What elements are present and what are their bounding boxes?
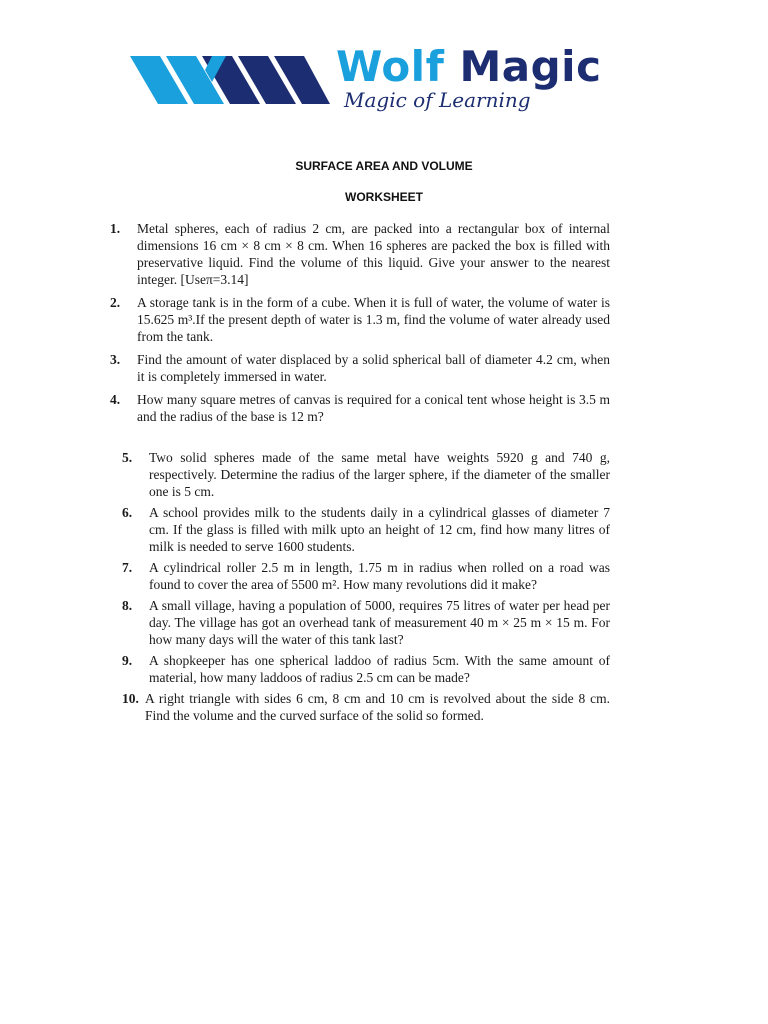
question-number: 5. bbox=[122, 450, 133, 465]
question-list bbox=[110, 220, 610, 728]
question-item bbox=[122, 449, 610, 500]
brand-logo bbox=[130, 42, 650, 118]
brand-name bbox=[336, 42, 601, 91]
question-text: How many square metres of canvas is required for a conical tent whose height is 3.5 m and the radius of the base is 12 m? bbox=[137, 392, 610, 424]
question-item bbox=[122, 652, 610, 686]
question-item bbox=[122, 504, 610, 555]
question-item bbox=[110, 294, 610, 345]
question-text: A shopkeeper has one spherical laddoo of radius 5cm. With the same amount of material, how many laddoos of radius 2.5 cm can be made? bbox=[149, 653, 610, 685]
wolf-magic-logo-icon bbox=[130, 54, 330, 106]
question-text: A small village, having a population of 5000, requires 75 litres of water per head per day. The village has got an overhead tank of measurement 40 m × 25 m × 15 m. For how many days will the water of this tank last? bbox=[149, 598, 610, 647]
brand-tagline: Magic of Learning bbox=[344, 88, 531, 112]
question-number: 2. bbox=[110, 295, 121, 310]
question-text: A school provides milk to the students daily in a cylindrical glasses of diameter 7 cm. If the glass is filled with milk upto an height of 12 cm, find how many litres of milk is needed to serve 1600 students. bbox=[149, 505, 610, 554]
question-text: Metal spheres, each of radius 2 cm, are packed into a rectangular box of internal dimensions 16 cm × 8 cm × 8 cm. When 16 spheres are packed the box is filled with preservative liquid. Find the volume of this liquid. Give your answer to the nearest integer. [Useπ=3.14] bbox=[137, 221, 610, 287]
question-item bbox=[110, 220, 610, 288]
question-item bbox=[122, 690, 610, 724]
question-number: 4. bbox=[110, 392, 121, 407]
question-number: 6. bbox=[122, 505, 133, 520]
question-number: 3. bbox=[110, 352, 121, 367]
question-text: A storage tank is in the form of a cube. When it is full of water, the volume of water is 15.625 m³.If the present depth of water is 1.3 m, find the volume of water already used from the tank. bbox=[137, 295, 610, 344]
question-number: 10. bbox=[122, 691, 139, 706]
brand-name-wolf: Wolf bbox=[336, 42, 445, 91]
question-text: A cylindrical roller 2.5 m in length, 1.75 m in radius when rolled on a road was found to cover the area of 5500 m². How many revolutions did it make? bbox=[149, 560, 610, 592]
brand-name-magic: Magic bbox=[459, 42, 602, 91]
page-title: SURFACE AREA AND VOLUME bbox=[295, 159, 473, 173]
question-text: A right triangle with sides 6 cm, 8 cm and 10 cm is revolved about the side 8 cm. Find the volume and the curved surface of the solid so formed. bbox=[145, 691, 610, 723]
question-number: 7. bbox=[122, 560, 133, 575]
question-number: 1. bbox=[110, 221, 121, 236]
question-item bbox=[110, 391, 610, 425]
question-text: Find the amount of water displaced by a solid spherical ball of diameter 4.2 cm, when it is completely immersed in water. bbox=[137, 352, 610, 384]
question-item bbox=[110, 351, 610, 385]
question-item bbox=[122, 597, 610, 648]
question-number: 9. bbox=[122, 653, 133, 668]
question-number: 8. bbox=[122, 598, 133, 613]
page-subtitle: WORKSHEET bbox=[345, 190, 423, 204]
question-item bbox=[122, 559, 610, 593]
question-text: Two solid spheres made of the same metal have weights 5920 g and 740 g, respectively. Determine the radius of the larger sphere, if the diameter of the smaller one is 5 cm. bbox=[149, 450, 610, 499]
